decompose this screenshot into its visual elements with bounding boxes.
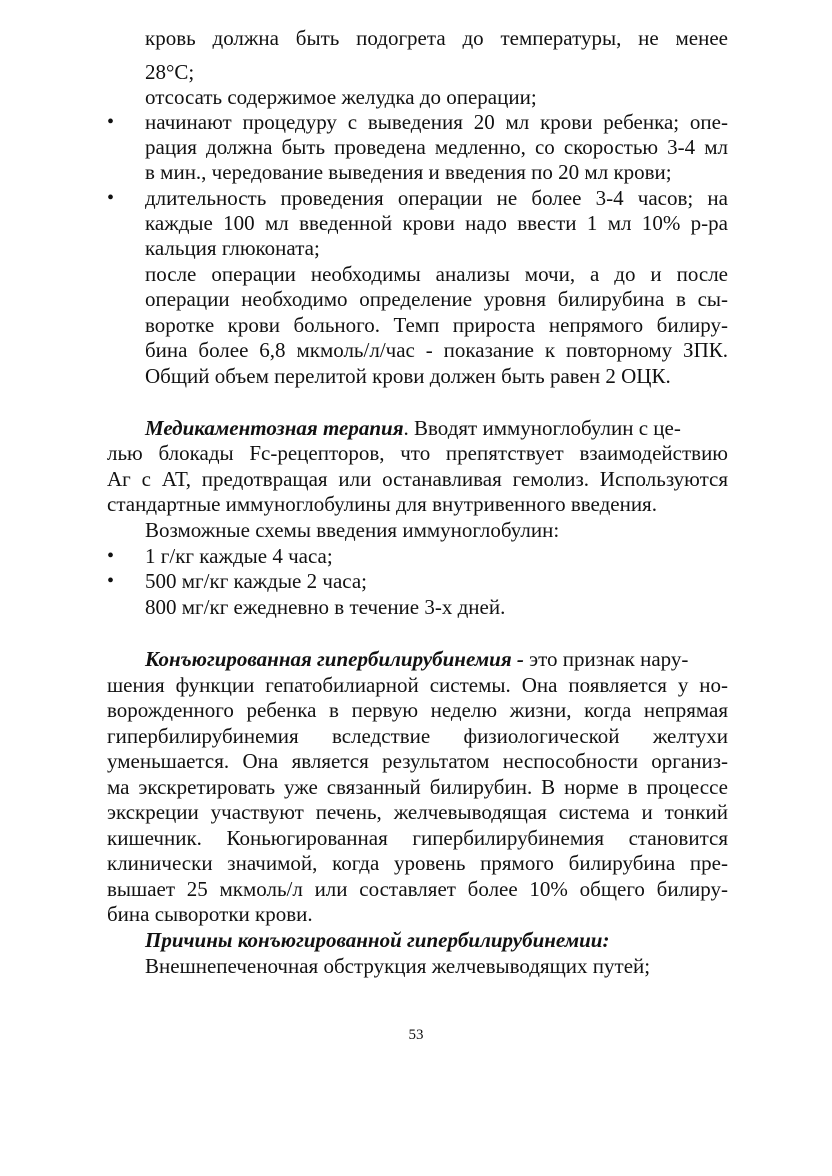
bullet-marker: •: [107, 570, 115, 592]
text-line: ворожденного ребенка в первую неделю жизни, когда непрямая: [107, 698, 728, 722]
text-line: кальция глюконата;: [145, 236, 320, 260]
text-line: бина сыворотки крови.: [107, 902, 313, 926]
text-line: кровь должна быть подогрета до температуры, не менее: [145, 26, 728, 50]
text-line: стандартные иммуноглобулины для внутривенного введения.: [107, 492, 657, 516]
bullet-marker: •: [107, 187, 115, 209]
text-line: ма экскретировать уже связанный билирубин. В норме в процессе: [107, 775, 728, 799]
bullet-marker: •: [107, 545, 115, 567]
text-line: гипербилирубинемия вследствие физиологической желтухи: [107, 724, 728, 748]
text-line: отсосать содержимое желудка до операции;: [145, 85, 537, 109]
text-fragment: это признак нару-: [523, 647, 689, 671]
text-line: клинически значимой, когда уровень прямого билирубина пре-: [107, 851, 728, 875]
text-line: Аг с АТ, предотвращая или останавливая гемолиз. Используются: [107, 467, 728, 491]
text-line: начинают процедуру с выведения 20 мл крови ребенка; опе-: [145, 110, 728, 134]
text-line: вышает 25 мкмоль/л или составляет более 10% общего билиру-: [107, 877, 728, 901]
text-line: операции необходимо определение уровня билирубина в сы-: [145, 287, 728, 311]
text-line: уменьшается. Она является результатом неспособности организ-: [107, 749, 728, 773]
text-line: воротке крови больного. Темп прироста непрямого билиру-: [145, 313, 728, 337]
list-item: 500 мг/кг каждые 2 часа;: [145, 569, 367, 593]
bullet-marker: •: [107, 111, 115, 133]
text-line: экскреции участвуют печень, желчевыводящая система и тонкий: [107, 800, 728, 824]
text-line: после операции необходимы анализы мочи, а до и после: [145, 262, 728, 286]
text-line: в мин., чередование выведения и введения по 20 мл крови;: [145, 160, 672, 184]
text-line: кишечник. Коньюгированная гипербилирубинемия становится: [107, 826, 728, 850]
paragraph-first-line: [145, 646, 728, 672]
page-number: 53: [408, 1027, 424, 1043]
text-line: Общий объем перелитой крови должен быть равен 2 ОЦК.: [145, 364, 671, 388]
text-line: длительность проведения операции не более 3-4 часов; на: [145, 186, 728, 210]
text-line: Внешнепеченочная обструкция желчевыводящих путей;: [145, 954, 651, 978]
text-line: шения функции гепатобилиарной системы. Она появляется у но-: [107, 673, 728, 697]
list-item: 800 мг/кг ежедневно в течение 3-х дней.: [145, 595, 506, 619]
text-fragment: . Вводят иммуноглобулин с це-: [403, 416, 681, 440]
text-line: 28°С;: [145, 60, 195, 84]
section-heading: Медикаментозная терапия: [145, 416, 404, 440]
text-line: бина более 6,8 мкмоль/л/час - показание к повторному ЗПК.: [145, 338, 728, 362]
section-heading: Конъюгированная гипербилирубинемия -: [145, 647, 524, 671]
text-line: Возможные схемы введения иммуноглобулин:: [145, 518, 560, 542]
text-line: рация должна быть проведена медленно, со скоростью 3-4 мл: [145, 135, 728, 159]
text-line: каждые 100 мл введенной крови надо ввести 1 мл 10% р-ра: [145, 211, 728, 235]
list-item: 1 г/кг каждые 4 часа;: [145, 544, 333, 568]
subsection-heading: Причины конъюгированной гипербилирубинемии:: [145, 928, 610, 952]
text-line: лью блокады Fc-рецепторов, что препятствует взаимодействию: [107, 441, 728, 465]
paragraph-first-line: [145, 415, 728, 441]
